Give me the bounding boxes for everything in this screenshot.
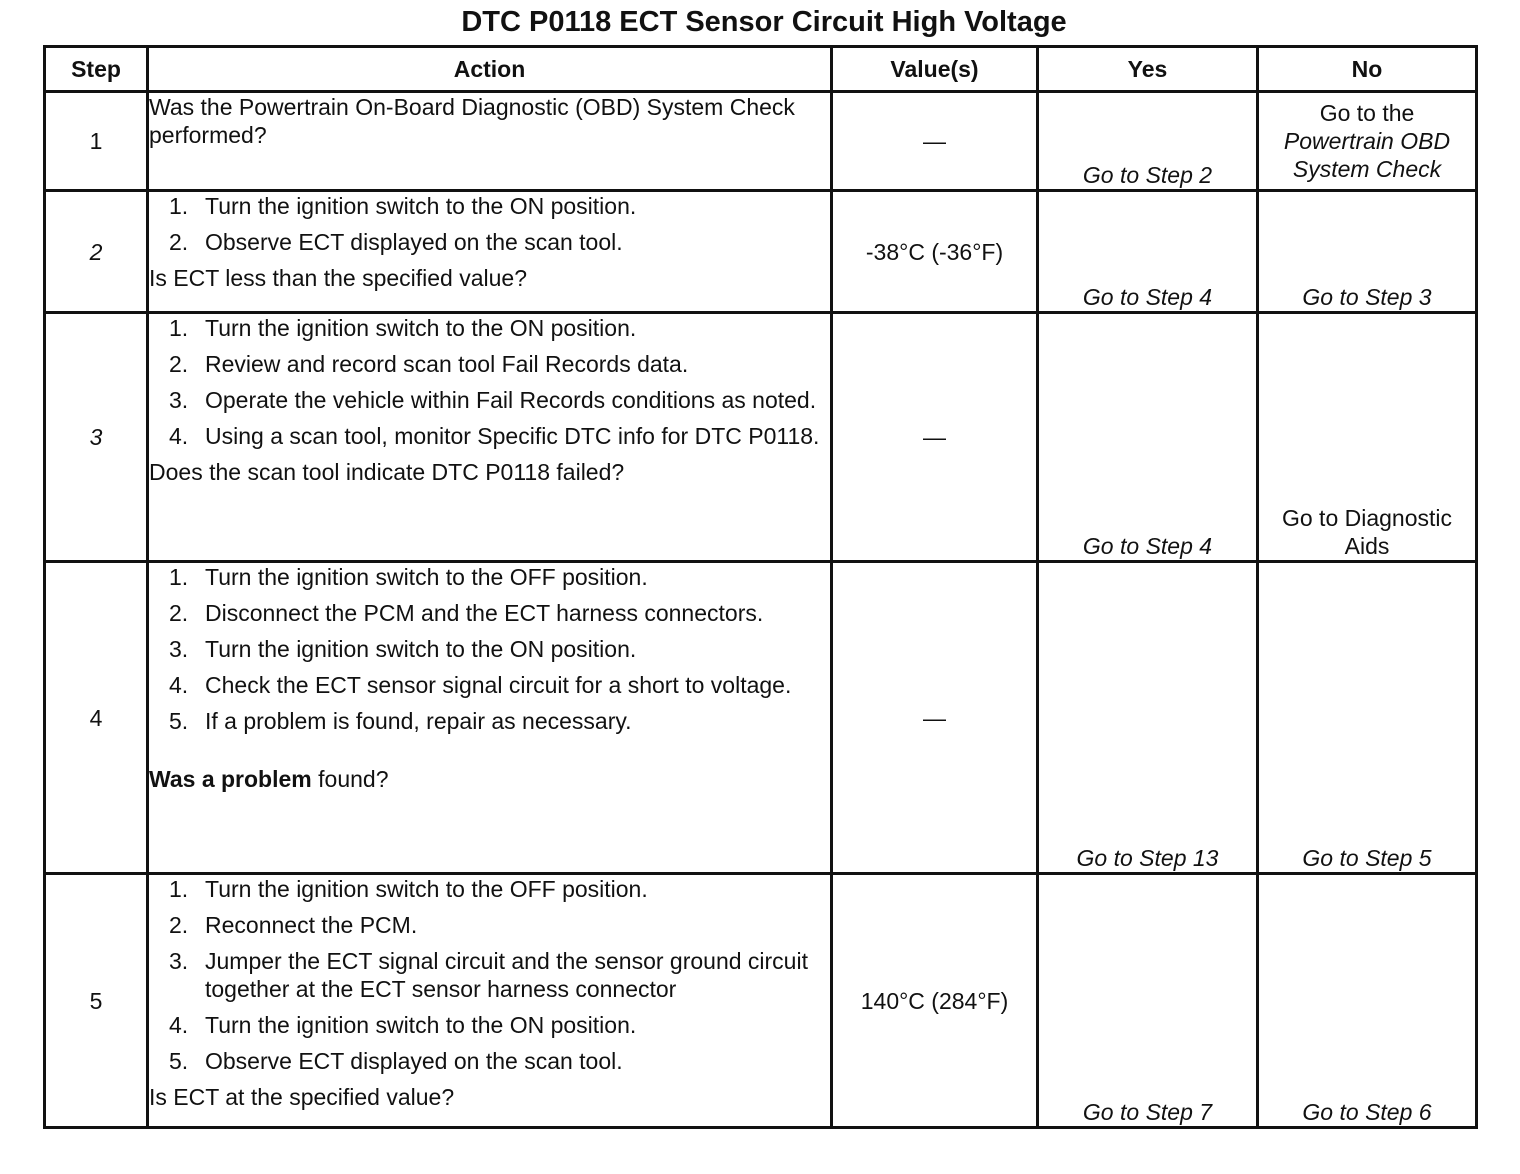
yes-header: Yes — [1038, 47, 1258, 92]
action-question: Is ECT at the specified value? — [149, 1084, 455, 1110]
page-title: DTC P0118 ECT Sensor Circuit High Voltage — [461, 6, 1067, 38]
substep-number: 5. — [169, 1048, 189, 1074]
no-text: Go to the — [1319, 100, 1415, 126]
action-question: Does the scan tool indicate DTC P0118 failed? — [149, 459, 625, 485]
substep-number: 5. — [169, 708, 189, 734]
substep — [149, 314, 830, 342]
substep-number: 2. — [169, 351, 189, 377]
substep-number: 4. — [169, 1012, 189, 1038]
yes-cell: Go to Step 13 — [1038, 562, 1258, 874]
no-link: Powertrain OBD System Check — [1283, 128, 1451, 182]
substep-text: Turn the ignition switch to the OFF position. — [205, 876, 648, 902]
substep-text: Turn the ignition switch to the ON position. — [205, 636, 637, 662]
substep — [149, 192, 830, 220]
substep-text: Using a scan tool, monitor Specific DTC info for DTC P0118. — [205, 423, 820, 449]
substep-text: Turn the ignition switch to the ON position. — [205, 193, 637, 219]
yes-cell: Go to Step 4 — [1038, 313, 1258, 562]
no-header: No — [1258, 47, 1477, 92]
step-number: 2 — [45, 191, 148, 313]
values-header: Value(s) — [832, 47, 1038, 92]
substep-text: Observe ECT displayed on the scan tool. — [205, 1048, 623, 1074]
diagnostic-table — [43, 45, 1478, 1129]
value-cell: — — [832, 92, 1038, 191]
substep — [149, 599, 830, 627]
step-number: 5 — [45, 874, 148, 1128]
header-row — [45, 47, 1477, 92]
action-question: Was the Powertrain On-Board Diagnostic (OBD) System Check performed? — [149, 94, 795, 148]
substep-number: 3. — [169, 387, 189, 413]
substep — [149, 875, 830, 903]
substep-text: Turn the ignition switch to the OFF position. — [205, 564, 648, 590]
action-cell — [148, 191, 832, 313]
yes-cell: Go to Step 7 — [1038, 874, 1258, 1128]
table-row — [45, 191, 1477, 313]
action-header: Action — [148, 47, 832, 92]
substep-text: Turn the ignition switch to the ON position. — [205, 315, 637, 341]
substep — [149, 1011, 830, 1039]
no-cell: Go to Step 5 — [1258, 562, 1477, 874]
substep — [149, 911, 830, 939]
table-row — [45, 562, 1477, 874]
value-cell: -38°C (-36°F) — [832, 191, 1038, 313]
substep-text: Disconnect the PCM and the ECT harness connectors. — [205, 600, 764, 626]
action-cell — [148, 313, 832, 562]
substep-number: 4. — [169, 423, 189, 449]
substep-number: 2. — [169, 229, 189, 255]
value-cell: 140°C (284°F) — [832, 874, 1038, 1128]
question-bold: Was a problem — [149, 766, 312, 792]
action-cell — [148, 562, 832, 874]
substep-text: Turn the ignition switch to the ON position. — [205, 1012, 637, 1038]
question-rest: found? — [311, 766, 389, 792]
substep-text: Jumper the ECT signal circuit and the sensor ground circuit together at the ECT sensor harness connector — [205, 948, 808, 1002]
yes-cell: Go to Step 4 — [1038, 191, 1258, 313]
substep-text: Operate the vehicle within Fail Records conditions as noted. — [205, 387, 817, 413]
substep-number: 1. — [169, 876, 189, 902]
substep — [149, 422, 830, 450]
substep — [149, 1047, 830, 1075]
no-cell: Go to Step 3 — [1258, 191, 1477, 313]
step-number: 4 — [45, 562, 148, 874]
yes-cell: Go to Step 2 — [1038, 92, 1258, 191]
table-row — [45, 313, 1477, 562]
no-cell — [1258, 92, 1477, 191]
action-question — [149, 765, 830, 793]
substep-number: 1. — [169, 564, 189, 590]
substep — [149, 635, 830, 663]
substep — [149, 386, 830, 414]
substep-number: 2. — [169, 912, 189, 938]
substep-text: Reconnect the PCM. — [205, 912, 418, 938]
substep — [149, 947, 830, 1003]
substep — [149, 563, 830, 591]
substep-text: If a problem is found, repair as necessary. — [205, 708, 632, 734]
substep — [149, 707, 830, 735]
no-cell: Go to Diagnostic Aids — [1258, 313, 1477, 562]
action-cell — [148, 874, 832, 1128]
substep — [149, 228, 830, 256]
substep-number: 3. — [169, 636, 189, 662]
substep-number: 3. — [169, 948, 189, 974]
step-number: 3 — [45, 313, 148, 562]
substep — [149, 671, 830, 699]
table-row — [45, 92, 1477, 191]
substep-number: 1. — [169, 315, 189, 341]
substep-list — [149, 192, 830, 256]
action-question: Is ECT less than the specified value? — [149, 265, 528, 291]
substep-number: 1. — [169, 193, 189, 219]
substep-text: Check the ECT sensor signal circuit for a short to voltage. — [205, 672, 792, 698]
action-cell — [148, 92, 832, 191]
substep-list — [149, 314, 830, 450]
no-cell: Go to Step 6 — [1258, 874, 1477, 1128]
substep-text: Observe ECT displayed on the scan tool. — [205, 229, 623, 255]
value-cell: — — [832, 562, 1038, 874]
substep-text: Review and record scan tool Fail Records data. — [205, 351, 689, 377]
table-row — [45, 874, 1477, 1128]
substep-number: 2. — [169, 600, 189, 626]
substep-list — [149, 563, 830, 735]
value-cell: — — [832, 313, 1038, 562]
step-header: Step — [45, 47, 148, 92]
substep-number: 4. — [169, 672, 189, 698]
substep-list — [149, 875, 830, 1075]
step-number: 1 — [45, 92, 148, 191]
substep — [149, 350, 830, 378]
